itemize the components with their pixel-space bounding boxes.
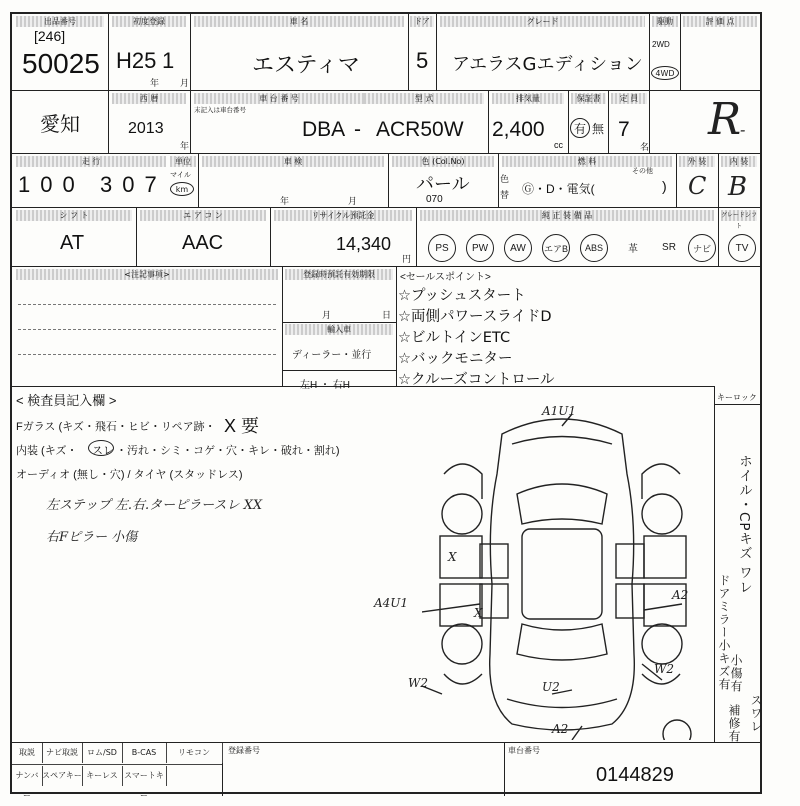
right-note-3: 小傷有	[729, 654, 743, 693]
grade-value: アエラスGエディション	[452, 54, 643, 75]
right-note-5: 補修有	[727, 704, 741, 743]
shift-value: AT	[60, 232, 85, 254]
inspector-fglass: Fガラス (キズ・飛石・ヒビ・リペア跡・	[16, 421, 216, 433]
equip-airbag: エアB	[542, 234, 570, 262]
footer-spare-key: スペアキー	[42, 766, 83, 786]
doors-value: 5	[416, 48, 429, 73]
equip-aw: AW	[504, 234, 532, 262]
right-note-1: ホイル・CPキズ ワレ	[736, 454, 752, 595]
diagram-mark-bottom-right: W2	[654, 662, 674, 676]
warranty-header: 保証書	[571, 93, 606, 104]
capacity-header: 定 員	[611, 93, 647, 104]
diagram-mark-top: A1U1	[542, 404, 577, 418]
recycle-value: 14,340	[336, 234, 392, 254]
interior-header: 内 装	[721, 156, 757, 167]
footer-number: ナンバー	[12, 766, 43, 786]
import-steering: 左H ・ 右H	[300, 380, 350, 391]
right-note-4: スワレ	[749, 694, 763, 733]
color-name: パール	[416, 174, 470, 195]
mileage-unit-km: km	[170, 182, 194, 196]
color-change-2: 替	[500, 190, 510, 200]
model-sep: -	[354, 118, 361, 141]
mileage-unit-header: 単位	[170, 156, 196, 167]
first-reg-month: 1	[162, 48, 175, 73]
warranty-yes: 有	[570, 118, 590, 138]
diagram-mark-right: A2	[672, 588, 689, 602]
doors-header: ドア	[410, 16, 434, 27]
western-year-unit: 年	[180, 141, 190, 151]
drive-2wd: 2WD	[652, 40, 670, 49]
chassis-note: 末記入は車台番号	[194, 107, 246, 114]
warranty-no: 無	[592, 122, 605, 136]
mileage-header: 走 行	[16, 156, 166, 167]
diagram-x-mark: X	[448, 550, 457, 564]
import-header: 輸入車	[285, 324, 393, 335]
inspection-month-label: 月	[348, 196, 358, 206]
fglass-mark: X 要	[224, 416, 260, 436]
exterior-header: 外 装	[679, 156, 715, 167]
recycle-deadline-month: 月	[322, 310, 332, 320]
footer-chassis-value: 0144829	[596, 764, 674, 786]
western-year: 2013	[128, 120, 164, 137]
color-code: 070	[426, 194, 443, 205]
lot-code: [246]	[34, 28, 66, 44]
fuel-options: Ⓖ・D・電気(	[522, 182, 595, 196]
chassis-header: 車 台 番 号	[194, 93, 364, 104]
equip-leather: 革	[628, 243, 638, 255]
import-dealer: ディーラー・並行	[292, 350, 372, 361]
equip-abs: ABS	[580, 234, 608, 262]
drive-4wd: 4WD	[651, 66, 679, 80]
interior-grade: B	[728, 172, 748, 202]
rating-header: 評 価 点	[683, 16, 757, 27]
inspection-header: 車 検	[202, 156, 384, 167]
footer-manual: 取説	[12, 743, 43, 763]
auction-sheet	[10, 12, 763, 800]
inspector-audio: オーディオ (無し・穴) / タイヤ (スタッドレス)	[16, 469, 243, 481]
notes-header: <注記事項>	[16, 269, 278, 280]
model-prefix: DBA	[302, 118, 346, 141]
footer-bcas: B-CAS	[122, 743, 167, 763]
car-name: エスティマ	[252, 53, 360, 78]
diagram-mark-left: A4U1	[374, 596, 409, 610]
equip-tv: TV	[728, 234, 756, 262]
diagram-x-mark: X	[474, 606, 483, 620]
grade-shift-header: グレードシフト	[721, 212, 758, 230]
right-note-2: ドアミラー小キズ有	[717, 574, 731, 691]
sales-point: ☆ビルトインETC	[398, 330, 511, 346]
fuel-header: 燃 料	[502, 156, 672, 167]
fuel-close: )	[662, 178, 667, 194]
lot-number: 50025	[22, 48, 100, 79]
shift-header: シ フ ト	[16, 210, 132, 221]
inspector-header: < 検査員記入欄 >	[16, 393, 117, 408]
footer-navi-manual: ナビ取説	[42, 743, 83, 763]
equip-navi: ナビ	[688, 234, 716, 262]
drive-header: 駆動	[652, 16, 678, 27]
fuel-other: その他	[632, 168, 653, 175]
mileage-unit-mile: マイル	[170, 172, 191, 179]
western-year-header: 西 暦	[112, 93, 186, 104]
equipment-header: 純 正 装 備 品	[420, 210, 714, 221]
footer-remote: リモコン	[166, 743, 223, 763]
handwritten-note: 左ステップ 左.右.ターピラースレ XX	[46, 498, 263, 513]
first-reg-year-label: 年	[150, 78, 160, 88]
equip-sr: SR	[662, 241, 676, 253]
car-diagram	[422, 404, 702, 740]
sales-point: ☆バックモニター	[398, 351, 513, 367]
region: 愛知	[40, 112, 80, 136]
aircon-value: AAC	[182, 232, 224, 254]
first-reg-header: 初度登録	[112, 16, 186, 27]
inspector-interior: 内装 (キズ・	[16, 445, 78, 457]
keylock-header: キーロック	[717, 393, 757, 402]
recycle-deadline-header: 登録時預託有効期限	[285, 269, 393, 280]
recycle-deadline-day: 日	[382, 310, 392, 320]
model-header: 型 式	[364, 93, 484, 104]
mileage-digits-2: 307	[100, 172, 167, 197]
first-reg-month-label: 月	[180, 78, 190, 88]
displacement-value: 2,400	[492, 118, 545, 141]
handwritten-note: 右Fピラー 小傷	[46, 530, 138, 545]
mileage-digits: 100	[18, 172, 85, 197]
sales-points-header: <セールスポイント>	[400, 272, 491, 283]
displacement-unit: cc	[554, 140, 563, 150]
diagram-mark-bottom-mid: U2	[542, 680, 560, 694]
interior-item-scratch: スレ	[92, 445, 114, 457]
footer-rom-sd: ロム/SD	[82, 743, 123, 763]
capacity-value: 7	[618, 118, 630, 141]
displacement-header: 排気量	[492, 93, 564, 104]
recycle-header: リサイクル預託金	[274, 210, 412, 221]
exterior-grade: C	[688, 172, 707, 200]
car-name-header: 車 名	[194, 16, 404, 27]
sales-point: ☆両側パワースライドD	[398, 309, 552, 325]
rating-dash: -	[740, 120, 746, 139]
inspection-year-label: 年	[280, 196, 290, 206]
first-reg-year: H25	[116, 48, 157, 73]
model-code: ACR50W	[376, 118, 464, 141]
lot-no-header: 出品番号	[16, 16, 104, 27]
recycle-unit: 円	[402, 254, 412, 264]
diagram-mark-bottom-left: W2	[408, 676, 428, 690]
sales-point: ☆クルーズコントロール	[398, 372, 555, 388]
footer-chassis-label: 車台番号	[508, 746, 540, 755]
color-change-1: 色	[500, 174, 510, 184]
footer-keyless: キーレス	[82, 766, 123, 786]
color-header: 色 (Col.No)	[392, 156, 494, 167]
aircon-header: エ ア コ ン	[140, 210, 266, 221]
footer-smart-key: スマートキー	[122, 766, 167, 786]
grade-header: グレード	[440, 16, 645, 27]
capacity-unit: 名	[640, 142, 650, 152]
footer-reg-label: 登録番号	[228, 746, 260, 755]
equip-pw: PW	[466, 234, 494, 262]
diagram-mark-bottom: A2	[552, 722, 569, 736]
interior-item-rest: ・汚れ・シミ・コゲ・穴・キレ・破れ・割れ)	[116, 445, 340, 457]
rating-value: R	[708, 94, 742, 145]
sales-point: ☆プッシュスタート	[398, 288, 526, 304]
equip-ps: PS	[428, 234, 456, 262]
